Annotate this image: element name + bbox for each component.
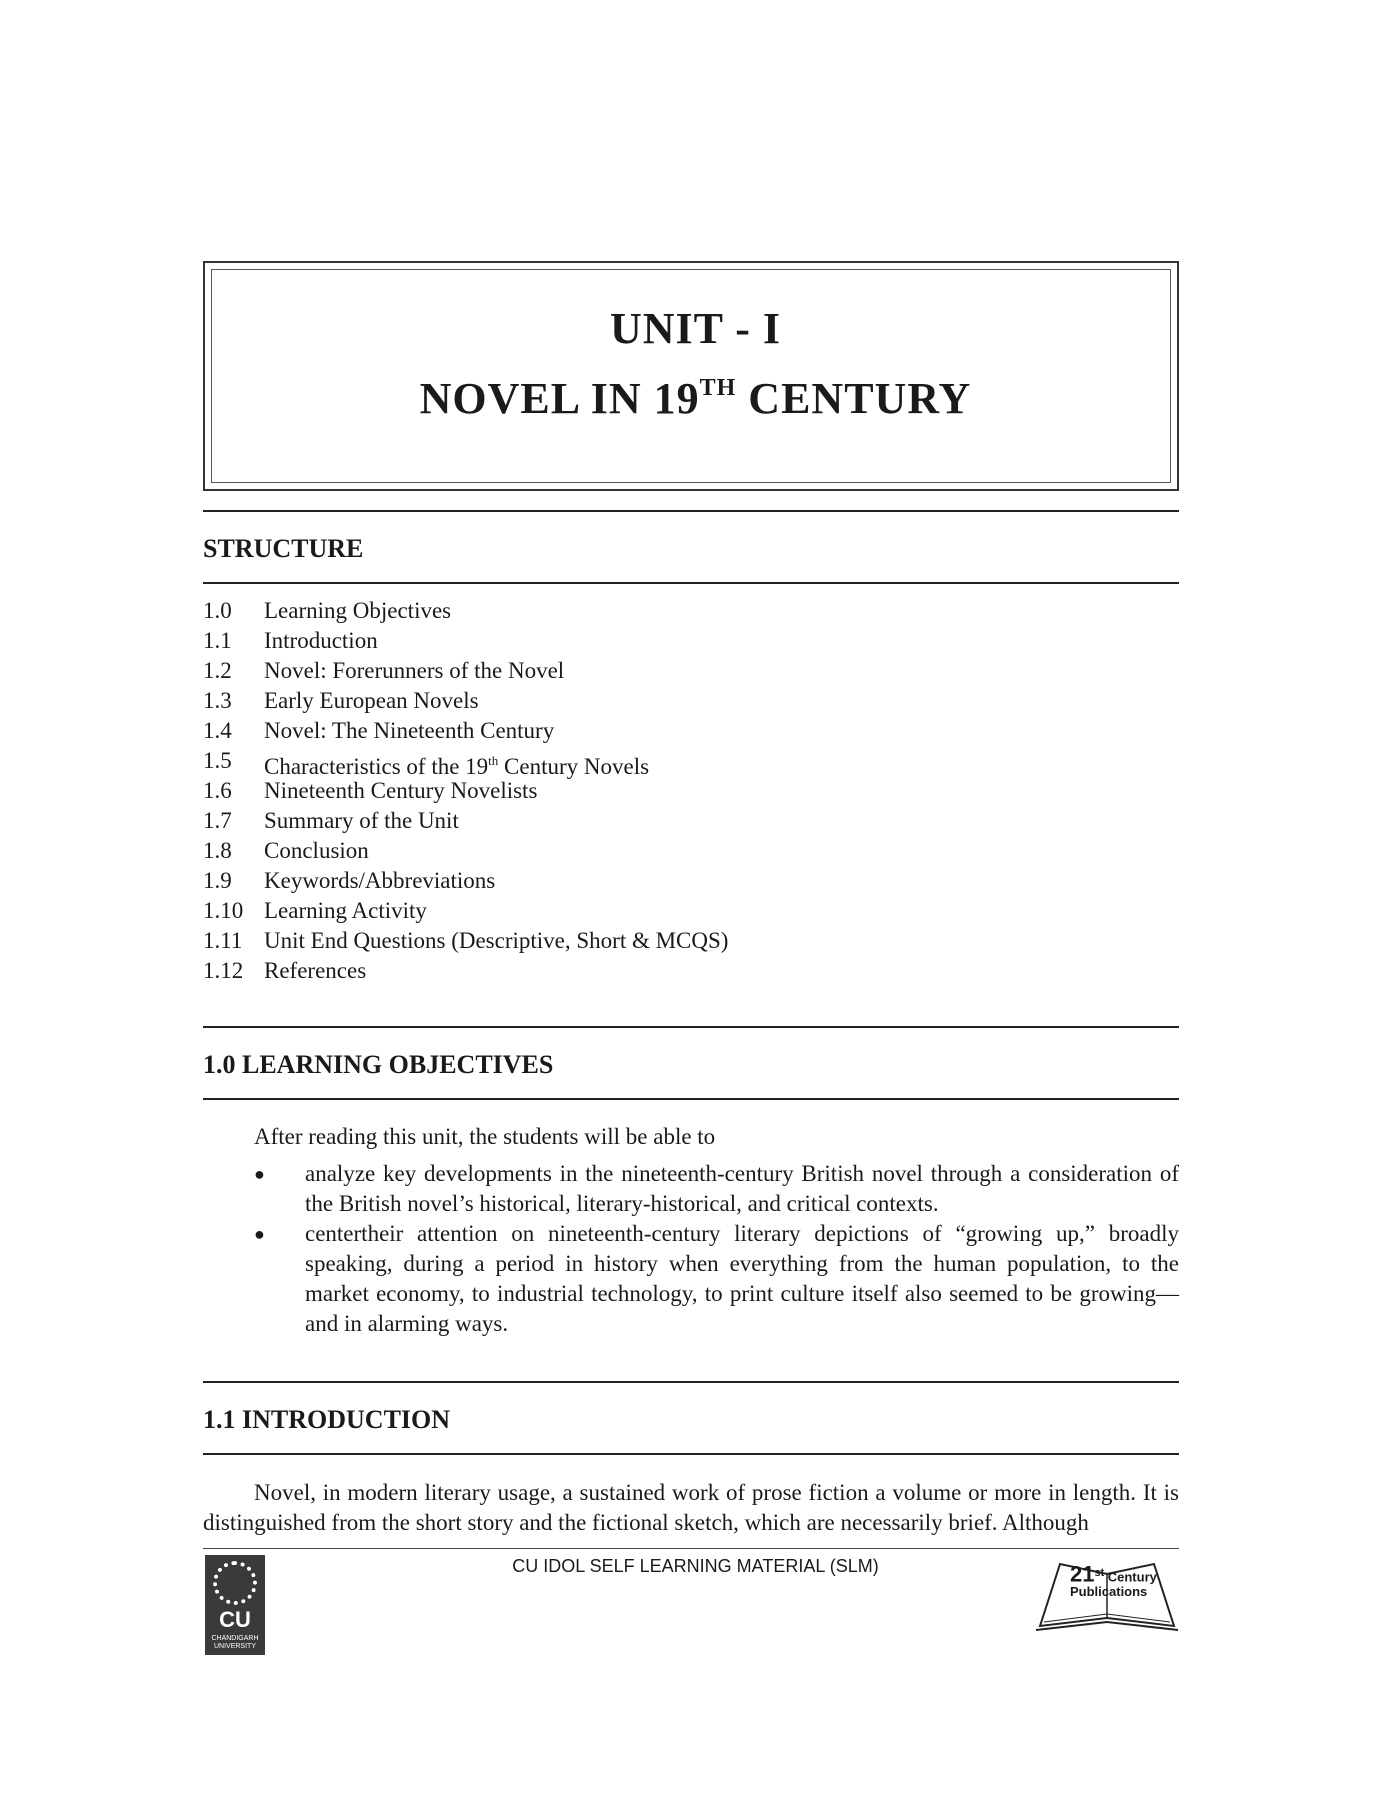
structure-item-number: 1.11: [203, 928, 243, 953]
structure-item[interactable]: [203, 746, 728, 779]
structure-item-label: Keywords/Abbreviations: [264, 868, 496, 893]
objective-text: centertheir attention on nineteenth-century literary depictions of “growing up,” broadly speaking, during a period in history when everything from the human population, to the market economy, to industrial technology, to print culture itself also seemed to be growing—and in alarming ways.: [305, 1221, 1179, 1336]
footer-text: CU IDOL SELF LEARNING MATERIAL (SLM): [512, 1556, 879, 1576]
structure-item[interactable]: [203, 626, 728, 656]
structure-item-label-sup: th: [488, 753, 499, 768]
objective-item: [254, 1219, 1179, 1339]
publisher-logo-sup: st: [1094, 1567, 1105, 1579]
structure-item-label: Nineteenth Century Novelists: [264, 778, 538, 803]
structure-item-number: 1.7: [203, 808, 232, 833]
divider: [203, 1026, 1179, 1028]
structure-item[interactable]: [203, 776, 728, 806]
publisher-logo-line2: Publications: [1070, 1584, 1148, 1600]
objectives-intro: After reading this unit, the students will be able to: [254, 1124, 716, 1149]
structure-item-label-pre: Characteristics of the 19: [264, 754, 489, 779]
structure-item[interactable]: [203, 686, 728, 716]
structure-item-number: 1.2: [203, 658, 232, 683]
introduction-paragraph: Novel, in modern literary usage, a sustained work of prose fiction a volume or more in length. It is distinguished from the short story and the fictional sketch, which are necessarily brief. Although: [203, 1480, 1179, 1535]
bullet-icon: ●: [254, 1224, 265, 1244]
structure-item[interactable]: [203, 656, 728, 686]
structure-item-label: Novel: The Nineteenth Century: [264, 718, 555, 743]
unit-subtitle-end: CENTURY: [736, 374, 972, 423]
structure-item-label: Learning Objectives: [264, 598, 452, 623]
structure-item[interactable]: [203, 716, 728, 746]
structure-item-label: Summary of the Unit: [264, 808, 459, 833]
objectives-list: [254, 1159, 1179, 1339]
publisher-logo-line1: Century: [1107, 1569, 1157, 1585]
structure-item-label-post: Century Novels: [498, 754, 650, 779]
gear-icon: [213, 1561, 257, 1605]
divider: [203, 582, 1179, 584]
publisher-logo-number: 21: [1070, 1561, 1095, 1587]
structure-item[interactable]: [203, 596, 728, 626]
structure-item-label: References: [264, 958, 367, 983]
divider: [203, 1098, 1179, 1100]
bullet-icon: ●: [254, 1164, 265, 1184]
structure-item-number: 1.8: [203, 838, 232, 863]
structure-item-number: 1.12: [203, 958, 244, 983]
objectives-heading: 1.0 LEARNING OBJECTIVES: [203, 1050, 554, 1079]
structure-item[interactable]: [203, 956, 728, 986]
unit-subtitle-main: NOVEL IN 19: [419, 374, 700, 423]
cu-logo-name: CHANDIGARH UNIVERSITY: [211, 1635, 259, 1650]
structure-item-label: Unit End Questions (Descriptive, Short & MCQS): [264, 928, 729, 953]
divider: [203, 510, 1179, 512]
structure-item-number: 1.1: [203, 628, 232, 653]
structure-item-label: Conclusion: [264, 838, 369, 863]
structure-item-label: Learning Activity: [264, 898, 427, 923]
structure-item[interactable]: [203, 806, 728, 836]
structure-item[interactable]: [203, 926, 728, 956]
cu-logo-letters: CU: [219, 1607, 251, 1632]
structure-item[interactable]: [203, 866, 728, 896]
structure-item[interactable]: [203, 896, 728, 926]
structure-item-number: 1.5: [203, 748, 232, 773]
objective-item: [254, 1159, 1179, 1219]
divider: [203, 1381, 1179, 1383]
structure-list: [203, 596, 728, 986]
structure-item-label: Novel: Forerunners of the Novel: [264, 658, 565, 683]
introduction-heading: 1.1 INTRODUCTION: [203, 1405, 451, 1434]
objective-text: analyze key developments in the nineteenth-century British novel through a consideration of the British novel’s historical, literary-historical, and critical contexts.: [305, 1161, 1179, 1216]
structure-item-number: 1.0: [203, 598, 232, 623]
structure-item-number: 1.9: [203, 868, 232, 893]
structure-item-label: Early European Novels: [264, 688, 479, 713]
unit-title: UNIT - I: [609, 304, 781, 353]
publisher-logo-text: [1070, 1561, 1157, 1600]
unit-subtitle: [0, 373, 1391, 424]
cu-logo: [205, 1555, 265, 1655]
unit-subtitle-sup: TH: [699, 375, 737, 401]
structure-item-label: [264, 746, 650, 779]
structure-item-label: Introduction: [264, 628, 378, 653]
footer-divider: [203, 1548, 1179, 1549]
structure-heading: STRUCTURE: [203, 534, 364, 563]
structure-item-number: 1.6: [203, 778, 232, 803]
structure-item-number: 1.3: [203, 688, 232, 713]
structure-item-number: 1.4: [203, 718, 232, 743]
structure-item-number: 1.10: [203, 898, 244, 923]
publisher-logo: [1032, 1556, 1182, 1636]
divider: [203, 1453, 1179, 1455]
structure-item[interactable]: [203, 836, 728, 866]
